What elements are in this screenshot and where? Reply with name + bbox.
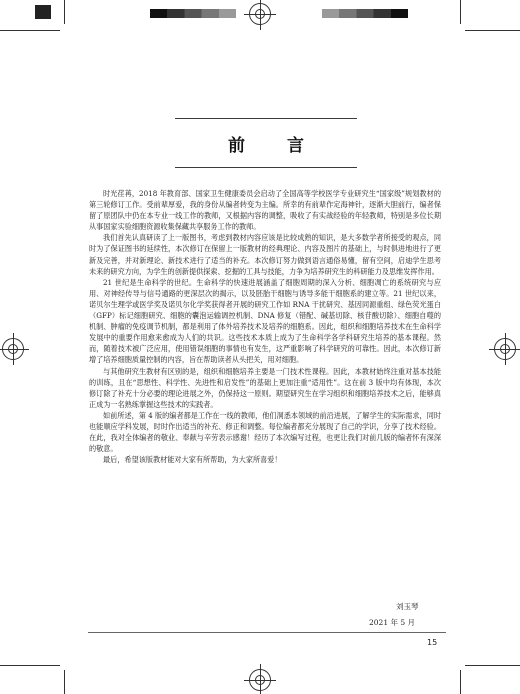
crop-line-tr-v <box>460 0 461 24</box>
registration-mark-left <box>2 338 24 360</box>
page-title: 前 言 <box>228 136 322 156</box>
crop-line-br-v <box>460 670 461 694</box>
heading-rule-top <box>175 118 357 119</box>
heading-rule-bottom <box>175 167 357 168</box>
paragraph: 与其他研究生教材有区别的是，组织和细胞培养主要是一门技术性课程。因此，本教材始终注重对基本技能的训练，且在“思想性、科学性、先进性和启发性”的基础上更加注重“适用性”。这在前 3 版中均有体现，本次修订除了补充十分必要的理论进展之外，仍保持这一原则。期望研究生在学习组织和细胞培养技术之后，能够真正成为一名熟练掌握这些技术的实践者。 <box>89 366 441 409</box>
gray-scale-bar-right <box>322 9 408 18</box>
paragraph: 最后，希望该版教材能对大家有所帮助，为大家所喜爱！ <box>103 455 282 465</box>
preface-body <box>89 188 441 465</box>
date: 2021 年 5 月 <box>369 618 416 627</box>
heading-box <box>175 118 357 168</box>
crop-line-tl-h <box>0 30 60 31</box>
paragraph: 我们首先认真研读了上一版图书，考虑到教材内容应该是比较成熟的知识，是大多数学者所接受的观点，同时为了保证图书的延续性，本次修订在保留上一版教材的经典理论、内容及图片的基础上，与时俱进地进行了更新及完善，并对新理论、新技术进行了适当的补充。本次修订努力做到语言通俗易懂，留有空间，启迪学生思考未来的研究方向，为学生的创新提供探索、挖掘的工具与技能，力争为培养研究生的科研能力及思维发挥作用。 <box>89 233 441 276</box>
crop-line-bl-v <box>64 670 65 694</box>
paragraph: 21 世纪是生命科学的世纪。生命科学的快速进展涵盖了细胞周期的深入分析、细胞凋亡的系统研究与应用、对神经传导与信号通路的更深层次的揭示，以及胚胎干细胞与诱导多能干细胞系的建立等。21 世纪以来，诺贝尔生理学或医学奖及诺贝尔化学奖获得者开展的研究工作如 RNA 干扰研究、基因同源重组、绿色荧光蛋白（GFP）标记细胞研究、细胞的囊泡运输调控机制、DNA 修复（错配、碱基切除、核苷酸切除）、细胞自噬的机制、肿瘤的免疫调节机制，都是利用了体外培养技术及培养的细胞系。因此，组织和细胞培养技术在生命科学发展中的重要作用愈来愈成为人们的共识。这些技术本质上成为了生命科学各学科研究生培养的基本课程。然而，随着技术被广泛应用，使用错误细胞的事情也有发生，这严重影响了科学研究的可靠性。因此，本次修订新增了培养细胞质量控制的内容，旨在帮助读者从头把关，用对细胞。 <box>89 277 441 365</box>
paragraph: 如前所述，第 4 版的编者都是工作在一线的教师，他们洞悉本领域的前沿进展，了解学生的实际需求，同时也能顺应学科发展，时时作出适当的补充、修正和调整。每位编者都充分展现了自己的学识，分享了技术经验。在此，我对全体编者的敬业、奉献与辛劳表示感谢！经历了本次编写过程，也更让我们对前几版的编者怀有深深的敬意。 <box>89 410 441 454</box>
crop-line-tr-h <box>465 30 520 31</box>
crop-line-tl-v <box>64 0 65 24</box>
footer-rule <box>88 632 446 633</box>
registration-mark-top <box>249 3 271 25</box>
page-number: 15 <box>427 638 438 647</box>
crop-line-br-h <box>465 665 520 666</box>
paragraph: 时光荏苒，2018 年教育部、国家卫生健康委员会启动了全国高等学校医学专业研究生“国家级”规划教材的第三轮修订工作。受前辈厚爱，我的身份从编者转变为主编。所幸的有前辈作定海神针，逐渐大胆前行，编者保留了原团队中仍在本专业一线工作的教师，又根据内容的调整，吸收了有实战经验的年轻教师，特别是多位长期从事国家实验细胞资源收集保藏共享服务工作的教师。 <box>89 189 441 232</box>
registration-mark-bottom <box>249 669 271 691</box>
author-signature: 刘玉琴 <box>396 602 419 611</box>
color-block-mark <box>35 5 51 19</box>
crop-line-bl-h <box>0 665 60 666</box>
registration-mark-right <box>494 338 516 360</box>
gray-scale-bar-left <box>150 9 236 18</box>
